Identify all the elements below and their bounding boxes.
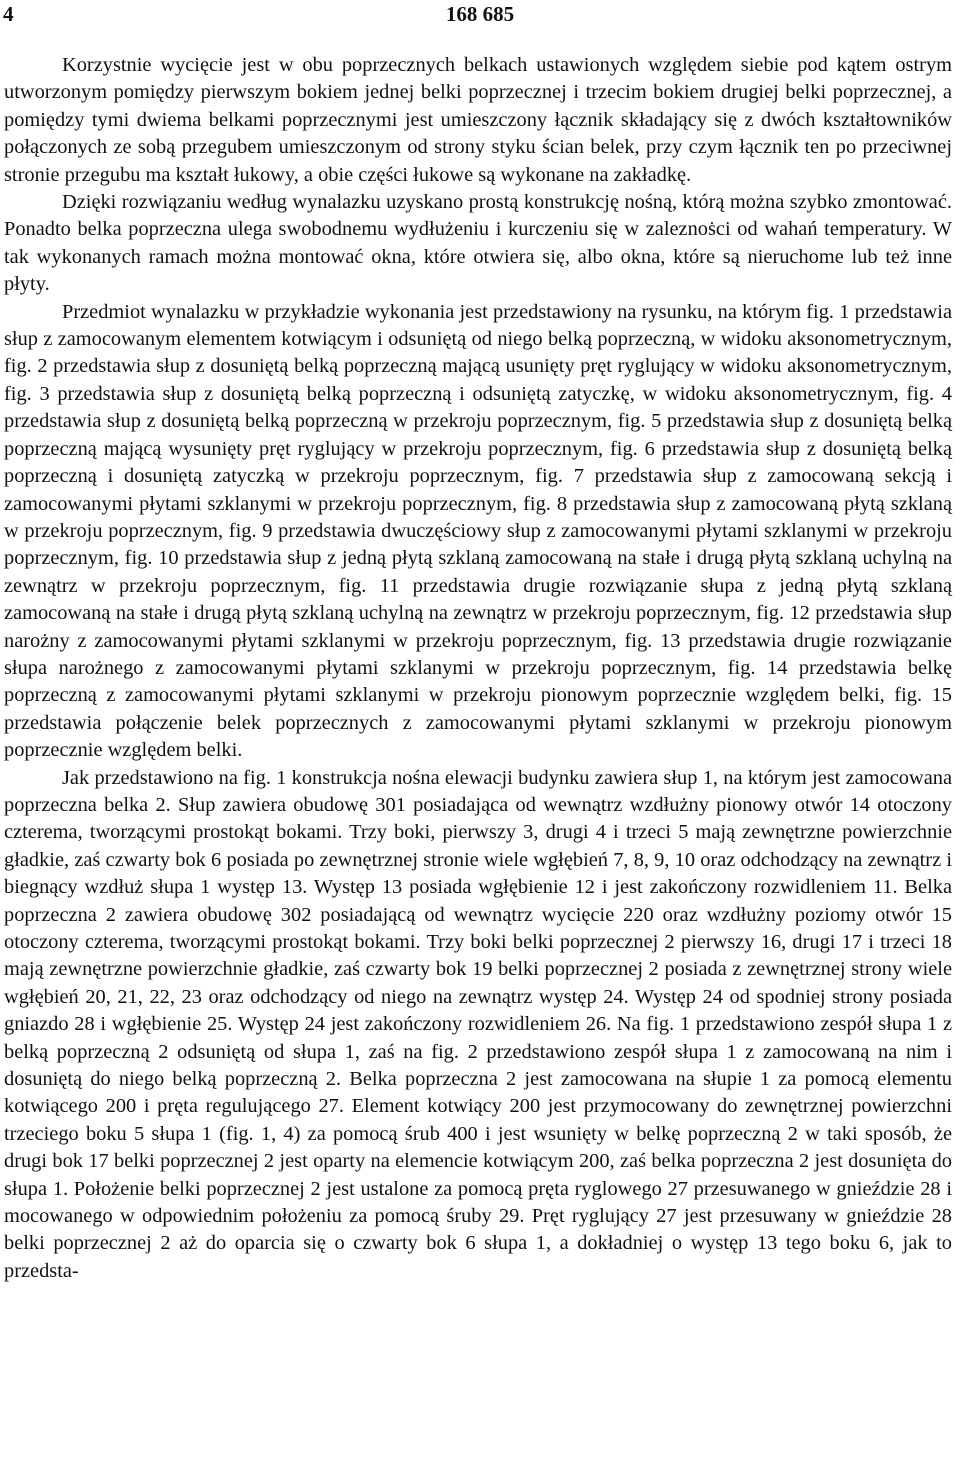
paragraph: Dzięki rozwiązaniu według wynalazku uzyskano prostą konstrukcję nośną, którą można szybko zmontować. Ponadto belka poprzeczna ulega swobodnemu wydłużeniu i kurczeniu się w zaleznoṡci od wahań temperatury. W tak wykonanych ramach można montować okna, które otwiera się, albo okna, które są nieruchome lub też inne płyty.: [4, 191, 952, 296]
paragraph: Przedmiot wynalazku w przykładzie wykonania jest przedstawiony na rysunku, na którym fig. 1 przedstawia słup z zamocowanym elementem kotwiącym i odsuniętą od niego belką poprzeczną, w widoku aksonometrycznym, fig. 2 przedstawia słup z dosuniętą belką poprzeczną mającą usunięty pręt ryglujący w widoku aksonometrycznym, fig. 3 przedstawia słup z dosuniętą belką poprzeczną i odsuniętą zatyczkę, w widoku aksonometrycznym, fig. 4 przedstawia słup z dosuniętą belką poprzeczną w przekroju poprzecznym, fig. 5 przedstawia słup z dosuniętą belką poprzeczną mającą wysunięty pręt ryglujący w przekroju poprzecznym, fig. 6 przedstawia słup z dosuniętą belką poprzeczną i dosuniętą zatyczką w przekroju poprzecznym, fig. 7 przedstawia słup z zamocowaną sekcją i zamocowanymi płytami szklanymi w przekroju poprzecznym, fig. 8 przedstawia słup z zamocowaną płytą szklaną w przekroju poprzecznym, fig. 9 przedstawia dwuczęściowy słup z zamocowanymi płytami szklanymi w przekroju poprzecznym, fig. 10 przedstawia słup z jedną płytą szklaną zamocowaną na stałe i drugą płytą szklaną uchylną na zewnątrz w przekroju poprzecznym, fig. 11 przedstawia drugie rozwiązanie słupa z jedną płytą szklaną zamocowaną na stałe i drugą płytą szklaną uchylną na zewnątrz w przekroju poprzecznym, fig. 12 przedstawia słup narożny z zamocowanymi płytami szklanymi w przekroju poprzecznym, fig. 13 przedstawia drugie rozwiązanie słupa narożnego z zamocowanymi płytami szklanymi w przekroju poprzecznym, fig. 14 przedstawia belkę poprzeczną z zamocowanymi płytami szklanymi w przekroju pionowym poprzecznie względem belki, fig. 15 przedstawia połączenie belek poprzecznych z zamocowanymi płytami szklanymi w przekroju pionowym poprzecznie względem belki.: [4, 300, 952, 762]
page-header: [0, 2, 960, 32]
page-number: 4: [3, 2, 14, 26]
paragraph: Korzystnie wycięcie jest w obu poprzecznych belkach ustawionych względem siebie pod kątem ostrym utworzonym pomiędzy pierwszym bokiem jednej belki poprzecznej i trzecim bokiem drugiej belki poprzecznej, a pomiędzy tymi dwiema belkami poprzecznymi jest umieszczony łącznik składający się z dwóch kształtowników połączonych ze sobą przegubem umieszczonym od strony styku ścian belek, przy czym łącznik ten po przeciwnej stronie przegubu ma kształt łukowy, a obie części łukowe są wykonane na zakładkę.: [4, 54, 952, 186]
body-text: [4, 52, 952, 1285]
document-number: 168 685: [445, 2, 515, 26]
paragraph: Jak przedstawiono na fig. 1 konstrukcja nośna elewacji budynku zawiera słup 1, na którym jest zamocowana poprzeczna belka 2. Słup zawiera obudowę 301 posiadająca od wewnątrz wzdłużny pionowy otwór 14 otoczony czterema, tworzącymi prostokąt bokami. Trzy boki, pierwszy 3, drugi 4 i trzeci 5 mają zewnętrzne powierzchnie gładkie, zaś czwarty bok 6 posiada po zewnętrznej stronie wiele wgłębień 7, 8, 9, 10 oraz odchodzący na zewnątrz i biegnący wzdłuż słupa 1 występ 13. Występ 13 posiada wgłębienie 12 i jest zakończony rozwidleniem 11. Belka poprzeczna 2 zawiera obudowę 302 posiadającą od wewnątrz wycięcie 220 oraz wzdłużny poziomy otwór 15 otoczony czterema, tworzącymi prostokąt bokami. Trzy boki belki poprzecznej 2 pierwszy 16, drugi 17 i trzeci 18 mają zewnętrzne powierzchnie gładkie, zaś czwarty bok 19 belki poprzecznej 2 posiada z zewnętrznej strony wiele wgłębień 20, 21, 22, 23 oraz odchodzący od niego na zewnątrz występ 24. Występ 24 od spodniej strony posiada gniazdo 28 i wgłębienie 25. Występ 24 jest zakończony rozwidleniem 26. Na fig. 1 przedstawiono zespół słupa 1 z belką poprzeczną 2 odsuniętą od słupa 1, zaś na fig. 2 przedstawiono zespół słupa 1 z zamocowaną na nim i dosuniętą do niego belką poprzeczną 2. Belka poprzeczna 2 jest zamocowana na słupie 1 za pomocą elementu kotwiącego 200 i pręta regulującego 27. Element kotwiący 200 jest przymocowany do zewnętrznej powierzchni trzeciego boku 5 słupa 1 (fig. 1, 4) za pomocą śrub 400 i jest wsunięty w belkę poprzeczną 2 w taki sposób, że drugi bok 17 belki poprzecznej 2 jest oparty na elemencie kotwiącym 200, zaś belka poprzeczna 2 jest dosunięta do słupa 1. Położenie belki poprzecznej 2 jest ustalone za pomocą pręta ryglowego 27 przesuwanego w gnieździe 28 i mocowanego w odpowiednim położeniu za pomocą śruby 29. Pręt ryglujący 27 jest przesuwany w gnieździe 28 belki poprzecznej 2 aż do oparcia się o czwarty bok 6 słupa 1, a dokładniej o występ 13 tego boku 6, jak to przedsta-: [4, 766, 952, 1282]
